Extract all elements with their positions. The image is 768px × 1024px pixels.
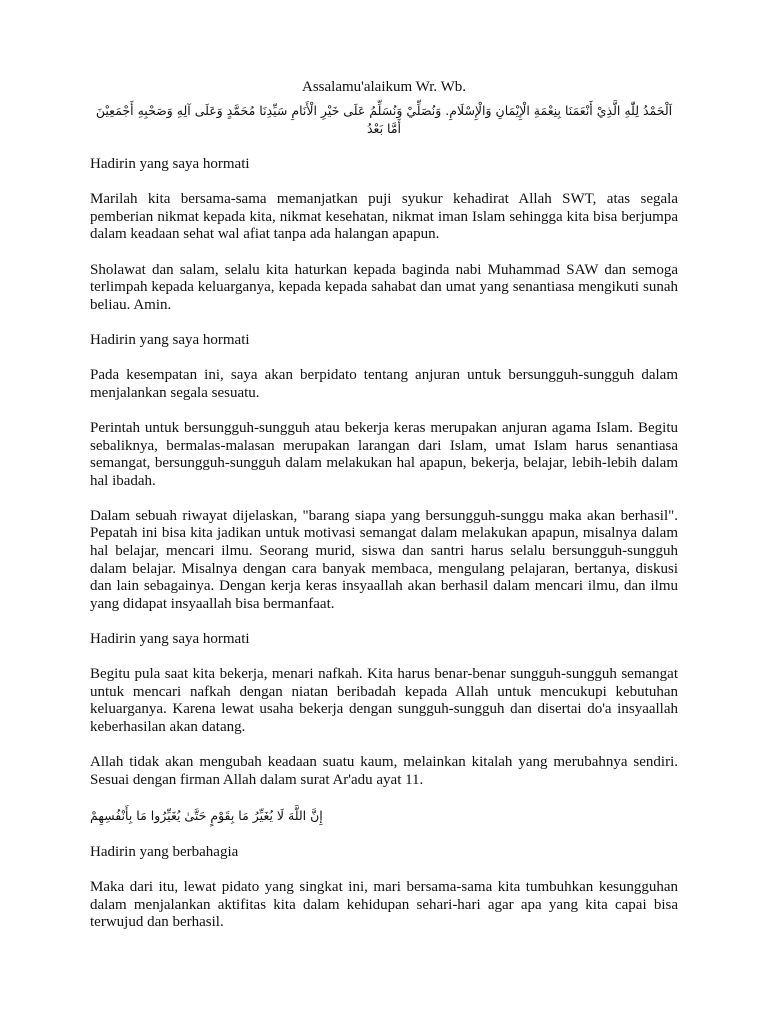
paragraph-topic: Pada kesempatan ini, saya akan berpidato tentang anjuran untuk bersungguh-sungguh dalam menjalankan segala sesuatu. bbox=[90, 367, 678, 401]
paragraph-riwayat: Dalam sebuah riwayat dijelaskan, "barang siapa yang bersungguh-sunggu maka akan berhasil". Pepatah ini bisa kita jadikan untuk motivasi semangat dalam melakukan apapun, misalnya dalam hal belajar, mencari ilmu. Seorang murid, siswa dan santri harus selalu bersungguh-sungguh dalam belajar. Misalnya dengan cara banyak membaca, mengulang pelajaran, bertanya, diskusi dan lain sebagainya. Dengan kerja keras insyaallah akan berhasil dalam mencari ilmu, dan ilmu yang didapat insyaallah bisa bermanfaat. bbox=[90, 507, 678, 612]
document-page bbox=[90, 78, 678, 950]
paragraph-closing: Maka dari itu, lewat pidato yang singkat ini, mari bersama-sama kita tumbuhkan kesungguhan dalam menjalankan aktifitas kita dalam kehidupan sehari-hari agar apa yang kita capai bisa terwujud dan berhasil. bbox=[90, 879, 678, 931]
audience-salutation: Hadirin yang berbahagia bbox=[90, 843, 239, 860]
arabic-quran-verse: إِنَّ اللَّهَ لَا يُغَيِّرُ مَا بِقَوْمٍ حَتَّىٰ يُغَيِّرُوا مَا بِأَنْفُسِهِمْ bbox=[90, 807, 323, 823]
audience-salutation: Hadirin yang saya hormati bbox=[90, 156, 250, 172]
arabic-opening-prayer: اَلْحَمْدُ لِلّٰهِ الَّذِيْ أَنْعَمَنَا بِنِعْمَةِ الْإِيْمَانِ وَالْإِسْلَامِ. وَنُصَلِّيْ وَنُسَلِّمُ عَلَى خَيْرِ الْأَنَامِ سَيِّدِنَا مُحَمَّدٍ وَعَلَى آلِهِ وَصَحْبِهِ أَجْمَعِيْنَ أَمَّا بَعْدُ bbox=[95, 103, 673, 136]
paragraph-gratitude: Marilah kita bersama-sama memanjatkan puji syukur kehadirat Allah SWT, atas segala pemberian nikmat kepada kita, nikmat kesehatan, nikmat iman Islam sehingga kita bisa berjumpa dalam keadaan sehat wal afiat tanpa ada halangan apapun. bbox=[90, 191, 678, 243]
audience-salutation: Hadirin yang saya hormati bbox=[90, 331, 250, 348]
paragraph-work: Begitu pula saat kita bekerja, menari nafkah. Kita harus benar-benar sungguh-sungguh semangat untuk mencari nafkah dengan niatan beribadah kepada Allah untuk mencukupi kebutuhan keluarganya. Karena lewat usaha bekerja dengan sungguh-sungguh dan disertai do'a insyaallah keberhasilan akan datang. bbox=[90, 666, 678, 735]
greeting-line: Assalamu'alaikum Wr. Wb. bbox=[301, 79, 467, 95]
paragraph-sholawat: Sholawat dan salam, selalu kita haturkan kepada baginda nabi Muhammad SAW dan semoga terlimpah kepada keluarganya, kepada kepada sahabat dan umat yang senantiasa mengikuti sunah beliau. Amin. bbox=[90, 261, 678, 313]
paragraph-change: Allah tidak akan mengubah keadaan suatu kaum, melainkan kitalah yang merubahnya sendiri. Sesuai dengan firman Allah dalam surat Ar'adu ayat 11. bbox=[90, 754, 678, 788]
audience-salutation: Hadirin yang saya hormati bbox=[90, 631, 250, 648]
paragraph-command: Perintah untuk bersungguh-sungguh atau bekerja keras merupakan anjuran agama Islam. Begitu sebaliknya, bermalas-malasan merupakan larangan dari Islam, umat Islam harus senantiasa semangat, bersungguh-sungguh dalam melakukan hal apapun, bekerja, belajar, lebih-lebih dalam hal ibadah. bbox=[90, 419, 678, 489]
